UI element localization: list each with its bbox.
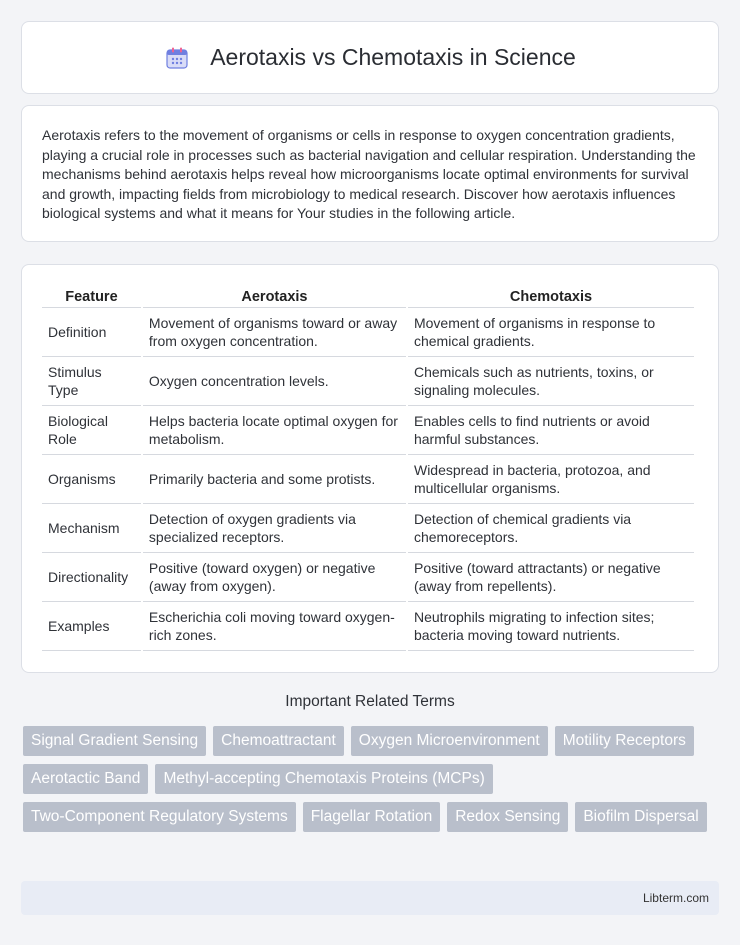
comparison-table-card bbox=[21, 264, 719, 673]
footer bbox=[21, 881, 719, 915]
related-term-tag[interactable]: Signal Gradient Sensing bbox=[23, 726, 206, 756]
intro-text: Aerotaxis refers to the movement of organisms or cells in response to oxygen concentration gradients, playing a crucial role in processes such as bacterial navigation and cellular respiration. Understanding the mechanisms behind aerotaxis helps reveal how microorganisms locate optimal environments for survival and growth, impacting fields from microbiology to medical research. Discover how aerotaxis influences biological systems and what it means for Your studies in the following article. bbox=[42, 127, 696, 221]
table-cell-aerotaxis: Positive (toward oxygen) or negative (away from oxygen). bbox=[143, 553, 406, 602]
column-header-chemotaxis: Chemotaxis bbox=[408, 285, 694, 308]
table-cell-chemotaxis: Neutrophils migrating to infection sites; bacteria moving toward nutrients. bbox=[408, 602, 694, 651]
related-term-tag[interactable]: Aerotactic Band bbox=[23, 764, 148, 794]
table-cell-aerotaxis: Oxygen concentration levels. bbox=[143, 357, 406, 406]
table-cell-aerotaxis: Movement of organisms toward or away from oxygen concentration. bbox=[143, 308, 406, 357]
table-cell-feature: Stimulus Type bbox=[42, 357, 141, 406]
related-term-tag[interactable]: Motility Receptors bbox=[555, 726, 694, 756]
table-cell-chemotaxis: Movement of organisms in response to chemical gradients. bbox=[408, 308, 694, 357]
table-cell-feature: Definition bbox=[42, 308, 141, 357]
table-row bbox=[42, 308, 694, 357]
table-cell-chemotaxis: Detection of chemical gradients via chemoreceptors. bbox=[408, 504, 694, 553]
related-terms-tags bbox=[23, 726, 723, 832]
table-row bbox=[42, 504, 694, 553]
table-cell-feature: Biological Role bbox=[42, 406, 141, 455]
related-term-tag[interactable]: Redox Sensing bbox=[447, 802, 568, 832]
related-terms-title: Important Related Terms bbox=[285, 693, 455, 710]
related-term-tag[interactable]: Methyl-accepting Chemotaxis Proteins (MCPs) bbox=[155, 764, 492, 794]
table-row bbox=[42, 455, 694, 504]
table-row bbox=[42, 602, 694, 651]
column-header-feature: Feature bbox=[42, 285, 141, 308]
table-cell-chemotaxis: Positive (toward attractants) or negative (away from repellents). bbox=[408, 553, 694, 602]
related-term-tag[interactable]: Oxygen Microenvironment bbox=[351, 726, 548, 756]
table-row bbox=[42, 553, 694, 602]
table-cell-feature: Organisms bbox=[42, 455, 141, 504]
table-header-row bbox=[42, 285, 694, 308]
table-cell-aerotaxis: Detection of oxygen gradients via specialized receptors. bbox=[143, 504, 406, 553]
footer-site-link[interactable]: Libterm.com bbox=[642, 891, 709, 905]
table-cell-chemotaxis: Enables cells to find nutrients or avoid harmful substances. bbox=[408, 406, 694, 455]
table-cell-aerotaxis: Primarily bacteria and some protists. bbox=[143, 455, 406, 504]
calendar-icon bbox=[164, 45, 190, 71]
intro-card bbox=[21, 105, 719, 242]
table-cell-aerotaxis: Escherichia coli moving toward oxygen-rich zones. bbox=[143, 602, 406, 651]
table-cell-feature: Examples bbox=[42, 602, 141, 651]
header-card bbox=[21, 21, 719, 94]
related-term-tag[interactable]: Biofilm Dispersal bbox=[575, 802, 706, 832]
table-cell-chemotaxis: Widespread in bacteria, protozoa, and multicellular organisms. bbox=[408, 455, 694, 504]
table-cell-chemotaxis: Chemicals such as nutrients, toxins, or signaling molecules. bbox=[408, 357, 694, 406]
table-cell-feature: Mechanism bbox=[42, 504, 141, 553]
comparison-table bbox=[40, 285, 696, 651]
table-row bbox=[42, 357, 694, 406]
table-row bbox=[42, 406, 694, 455]
related-term-tag[interactable]: Two-Component Regulatory Systems bbox=[23, 802, 296, 832]
related-term-tag[interactable]: Chemoattractant bbox=[213, 726, 344, 756]
related-term-tag[interactable]: Flagellar Rotation bbox=[303, 802, 440, 832]
table-cell-feature: Directionality bbox=[42, 553, 141, 602]
page-title: Aerotaxis vs Chemotaxis in Science bbox=[210, 44, 576, 70]
table-cell-aerotaxis: Helps bacteria locate optimal oxygen for metabolism. bbox=[143, 406, 406, 455]
column-header-aerotaxis: Aerotaxis bbox=[143, 285, 406, 308]
